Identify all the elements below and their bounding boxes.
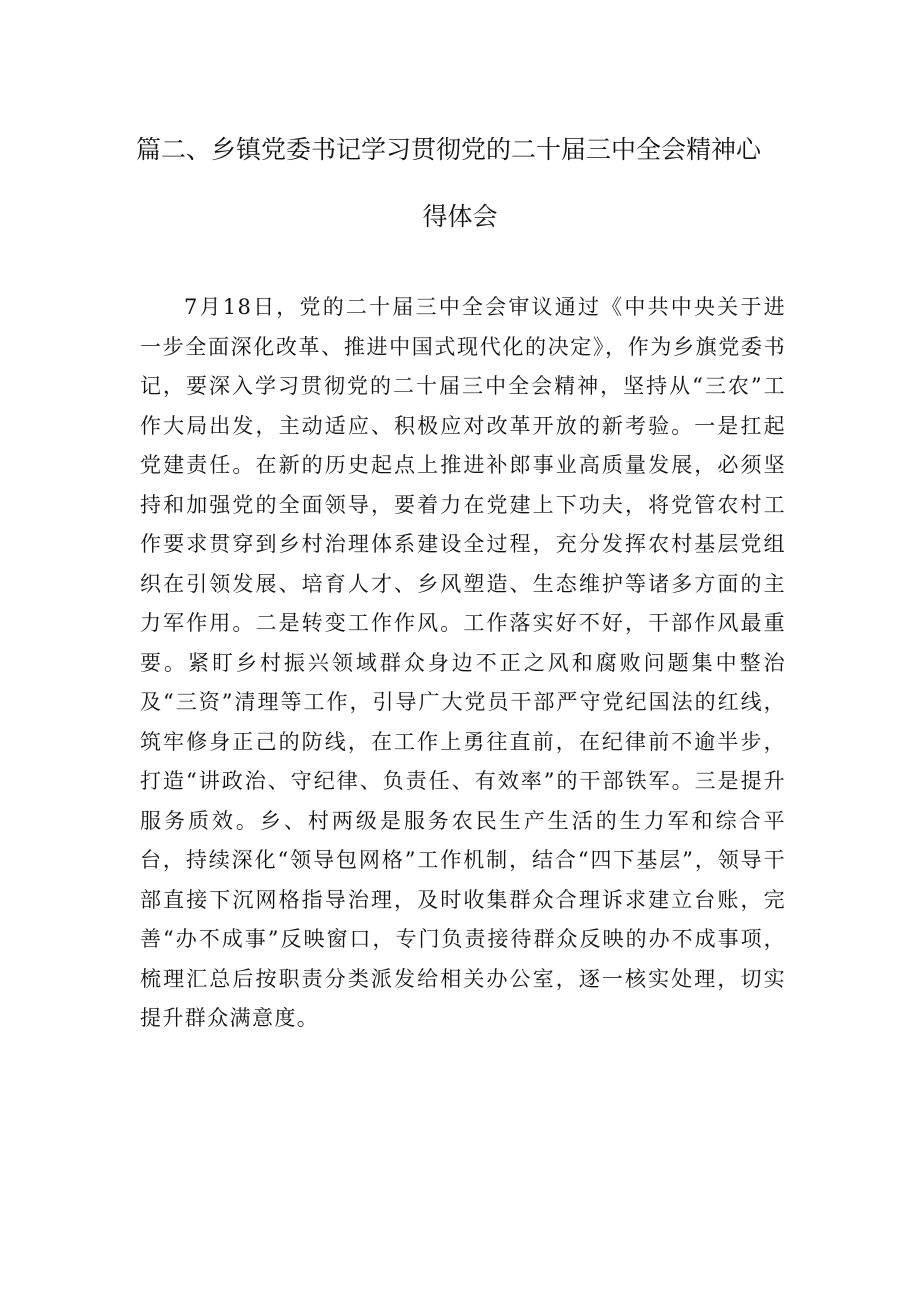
- document-body-paragraph: 7月18日，党的二十届三中全会审议通过《中共中央关于进一步全面深化改革、推进中国式现代化的决定》，作为乡旗党委书记，要深入学习贯彻党的二十届三中全会精神，坚持从“三农”工作大局出发，主动适应、积极应对改革开放的新考验。一是扛起党建责任。在新的历史起点上推进补郎事业高质量发展，必须坚持和加强党的全面领导，要着力在党建上下功夫，将党管农村工作要求贯穿到乡村治理体系建设全过程，充分发挥农村基层党组织在引领发展、培育人才、乡风塑造、生态维护等诸多方面的主力军作用。二是转变工作作风。工作落实好不好，干部作风最重要。紧盯乡村振兴领域群众身边不正之风和腐败问题集中整治及“三资”清理等工作，引导广大党员干部严守党纪国法的红线，筑牢修身正己的防线，在工作上勇往直前，在纪律前不逾半步，打造“讲政治、守纪律、负责任、有效率”的干部铁军。三是提升服务质效。乡、村两级是服务农民生产生活的生力军和综合平台，持续深化“领导包网格”工作机制，结合“四下基层”，领导干部直接下沉网格指导治理，及时收集群众合理诉求建立台账，完善“办不成事”反映窗口，专门负责接待群众反映的办不成事项，梳理汇总后按职责分类派发给相关办公室，逐一核实处理，切实提升群众满意度。: [140, 295, 786, 1030]
- document-title-line2: [0, 197, 920, 233]
- document-title-line2-text: 得体会: [422, 202, 498, 231]
- document-title-line1: 篇二、乡镇党委书记学习贯彻党的二十届三中全会精神心: [136, 135, 762, 164]
